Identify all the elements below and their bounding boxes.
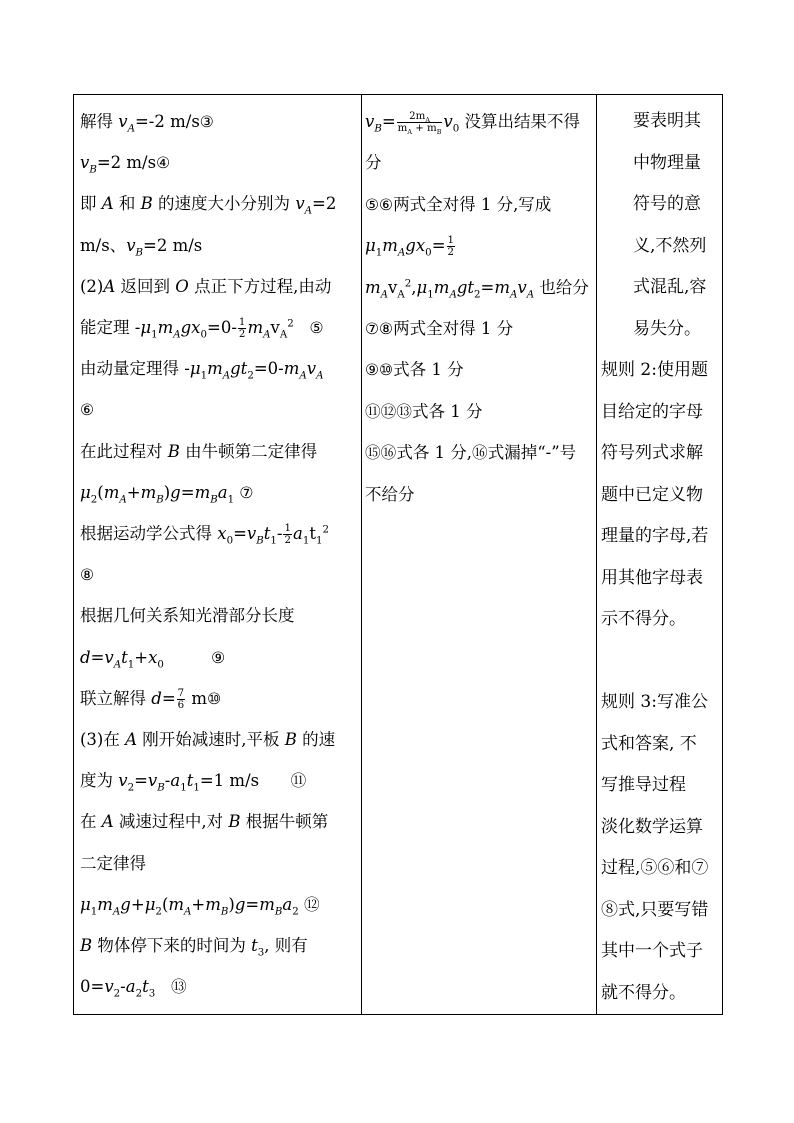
scoring-line: ⑦⑧两式全对得 1 分 xyxy=(365,319,514,339)
rule-line: 其中一个式子 xyxy=(601,941,703,961)
scoring-table xyxy=(73,94,723,1015)
rule-line: 就不得分。 xyxy=(601,982,686,1003)
solution-line: (3)在 A 刚开始减速时,平板 B 的速 xyxy=(80,730,336,750)
scoring-line: $v_B=$ $\frac{2m_A}{m_A + m_B}$ $v_0$ 没算出结果不得 xyxy=(365,110,580,137)
rule-line: 式混乱,容 xyxy=(633,277,707,297)
scoring-line: ⑤⑥两式全对得 1 分,写成 xyxy=(365,194,552,214)
rule-line: 规则 2:使用题 xyxy=(601,360,708,380)
rule-line: 要表明其 xyxy=(633,111,701,131)
solution-line: ⑧ xyxy=(80,565,95,585)
rule-line: 淡化数学运算 xyxy=(601,816,703,837)
scoring-line: $m_Av_A^2,\mu_1m_Agt_2=m_Av_A$ 也给分 xyxy=(365,277,589,300)
solution-line: B 物体停下来的时间为 $t_3$, 则有 xyxy=(80,936,308,959)
solution-line: 能定理 $-\mu_1m_Agx_0=0-$ $\frac{1}{2}$ $m_Av_A^2$ ⑤ xyxy=(80,316,324,341)
scoring-line: ⑨⑩式各 1 分 xyxy=(365,360,464,380)
rule-line: 写推导过程 xyxy=(601,775,686,795)
scoring-line: 不给分 xyxy=(365,484,415,504)
rule-line: 符号的意 xyxy=(633,194,701,214)
solution-line: 解得 $v_A=-2$ m/s③ xyxy=(80,112,214,135)
rule-line: 理量的字母,若 xyxy=(601,526,709,546)
solution-column xyxy=(74,95,362,1015)
solution-line: 根据运动学公式得 $x_0=v_Bt_1-$ $\frac{1}{2}$ $a_1t_1^2$ xyxy=(80,522,330,547)
rule-line: 义,不然列 xyxy=(633,235,707,256)
rule-line: 易失分。 xyxy=(633,318,701,339)
rule-line: 符号列式求解 xyxy=(601,443,703,463)
rule-line: ⑧式,只要写错 xyxy=(601,899,709,920)
solution-line: $0=v_2-a_2t_3$ ⑬ xyxy=(80,977,187,1000)
solution-line: 在 A 减速过程中,对 B 根据牛顿第 xyxy=(80,812,329,832)
scoring-line: ⑪⑫⑬式各 1 分 xyxy=(365,401,483,421)
solution-line: $\mu_1m_Ag+\mu_2(m_A+m_B)g=m_Ba_2$ ⑫ xyxy=(80,894,320,918)
solution-line: m/s、$v_B=2$ m/s xyxy=(80,235,203,258)
solution-line: 根据几何关系知光滑部分长度 xyxy=(80,606,295,626)
solution-line: 二定律得 xyxy=(80,853,146,873)
solution-line: $v_B=2$ m/s④ xyxy=(80,153,171,176)
scoring-notes-column xyxy=(362,95,597,1015)
rule-line: 中物理量 xyxy=(633,152,701,173)
rule-line: 示不得分。 xyxy=(601,609,686,629)
solution-line: $\mu_2(m_A+m_B)g=m_Ba_1$ ⑦ xyxy=(80,482,254,506)
rule-line: 题中已定义物 xyxy=(601,484,703,505)
solution-line: (2)A 返回到 O 点正下方过程,由动 xyxy=(80,276,332,296)
rule-line: 规则 3:写准公 xyxy=(601,692,708,712)
solution-line: 由动量定理得 $-\mu_1m_Agt_2=0-m_Av_A$ xyxy=(80,359,324,382)
scoring-line: ⑮⑯式各 1 分,⑯式漏掉“-”号 xyxy=(365,443,577,463)
solution-line: 在此过程对 B 由牛顿第二定律得 xyxy=(80,441,318,461)
solution-line: 度为 $v_2=v_B-a_1t_1=1$ m/s ⑪ xyxy=(80,771,307,794)
rule-line xyxy=(601,641,720,683)
rule-line: 过程,⑤⑥和⑦ xyxy=(601,858,709,878)
rule-line: 目给定的字母 xyxy=(601,401,703,422)
solution-line: $d=v_At_1+x_0$ ⑨ xyxy=(80,647,226,670)
rules-column xyxy=(597,95,723,1015)
scoring-line: $\mu_1m_Agx_0=$ $\frac{1}{2}$ xyxy=(365,234,455,259)
rule-line: 式和答案, 不 xyxy=(601,733,697,754)
solution-line: 联立解得 d= $\frac{7}{6}$ m⑩ xyxy=(80,687,222,711)
solution-line: ⑥ xyxy=(80,400,95,420)
scoring-line: 分 xyxy=(365,153,382,173)
rule-line: 用其他字母表 xyxy=(601,567,703,588)
solution-line: 即 A 和 B 的速度大小分别为 $v_A=2$ xyxy=(80,194,337,217)
